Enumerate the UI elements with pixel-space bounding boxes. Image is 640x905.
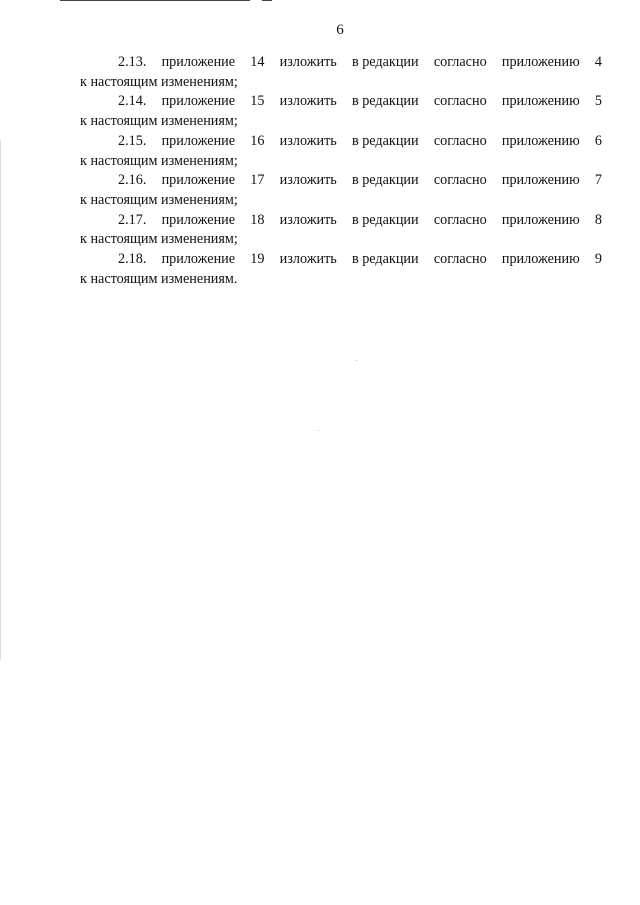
- amendment-item-first-line: [80, 92, 602, 112]
- amendment-word: в редакции: [351, 211, 419, 228]
- amendment-item-first-line: [80, 211, 602, 231]
- amendment-word: 4: [594, 54, 602, 70]
- amendment-item-continuation: к настоящим изменениям;: [80, 191, 238, 208]
- amendment-word: 15: [250, 93, 265, 110]
- amendment-item: [80, 92, 602, 131]
- amendment-word: 16: [250, 132, 265, 149]
- amendment-word: 2.15.: [118, 132, 147, 149]
- page-number: 6: [336, 22, 344, 38]
- amendment-item: [80, 53, 602, 92]
- amendment-item: [80, 132, 602, 171]
- amendment-word: изложить: [279, 211, 337, 228]
- amendment-word: приложение: [161, 132, 236, 149]
- amendment-word: приложению: [501, 211, 580, 228]
- amendment-word: в редакции: [351, 132, 419, 149]
- amendment-word: согласно: [433, 54, 487, 70]
- amendment-word: 2.13.: [118, 54, 147, 70]
- amendment-item-first-line: [80, 53, 602, 73]
- amendment-word: приложению: [501, 251, 580, 268]
- amendment-word: 17: [250, 172, 265, 189]
- amendment-word: согласно: [433, 132, 487, 149]
- amendment-item-first-line: [80, 250, 602, 270]
- amendment-word: 2.17.: [118, 211, 147, 228]
- amendment-word: 18: [250, 211, 265, 228]
- amendment-item: [80, 250, 602, 289]
- amendment-word: в редакции: [351, 54, 419, 70]
- amendment-word: 2.14.: [118, 93, 147, 110]
- amendment-item-continuation: к настоящим изменениям;: [80, 73, 238, 90]
- amendment-word: 5: [594, 93, 602, 110]
- amendment-word: 2.18.: [118, 251, 147, 268]
- amendment-word: изложить: [279, 172, 337, 189]
- amendment-word: приложению: [501, 132, 580, 149]
- amendment-word: изложить: [279, 93, 337, 110]
- amendment-word: 8: [594, 211, 602, 228]
- amendment-word: приложению: [501, 172, 580, 189]
- amendment-item-continuation: к настоящим изменениям.: [80, 270, 238, 287]
- amendment-item-continuation: к настоящим изменениям;: [80, 113, 238, 130]
- scan-artifact-line: [262, 0, 272, 1]
- amendment-list: [80, 53, 602, 289]
- amendment-word: изложить: [279, 132, 337, 149]
- amendment-item: [80, 211, 602, 250]
- amendment-item: [80, 171, 602, 210]
- amendment-word: 14: [250, 54, 265, 70]
- amendment-word: 19: [250, 251, 265, 268]
- scan-artifact-edge: [0, 140, 1, 660]
- amendment-word: согласно: [433, 211, 487, 228]
- amendment-word: в редакции: [351, 93, 419, 110]
- amendment-word: согласно: [433, 172, 487, 189]
- scan-artifact-line: [60, 0, 250, 1]
- amendment-word: приложению: [501, 93, 580, 110]
- amendment-item-continuation: к настоящим изменениям;: [80, 152, 238, 169]
- amendment-word: изложить: [279, 251, 337, 268]
- amendment-word: 7: [594, 172, 602, 189]
- amendment-word: согласно: [433, 251, 487, 268]
- amendment-word: приложение: [161, 93, 236, 110]
- amendment-item-first-line: [80, 132, 602, 152]
- amendment-word: 6: [594, 132, 602, 149]
- amendment-word: изложить: [279, 54, 337, 70]
- amendment-word: в редакции: [351, 251, 419, 268]
- amendment-word: 9: [594, 251, 602, 268]
- amendment-word: 2.16.: [118, 172, 147, 189]
- amendment-word: согласно: [433, 93, 487, 110]
- amendment-word: приложение: [161, 251, 236, 268]
- amendment-word: приложению: [501, 54, 580, 70]
- scan-speck: [318, 430, 319, 431]
- amendment-word: приложение: [161, 172, 236, 189]
- amendment-word: приложение: [161, 211, 236, 228]
- amendment-item-continuation: к настоящим изменениям;: [80, 231, 238, 248]
- amendment-word: приложение: [161, 54, 236, 70]
- scan-speck: [356, 360, 357, 361]
- amendment-word: в редакции: [351, 172, 419, 189]
- amendment-item-first-line: [80, 171, 602, 191]
